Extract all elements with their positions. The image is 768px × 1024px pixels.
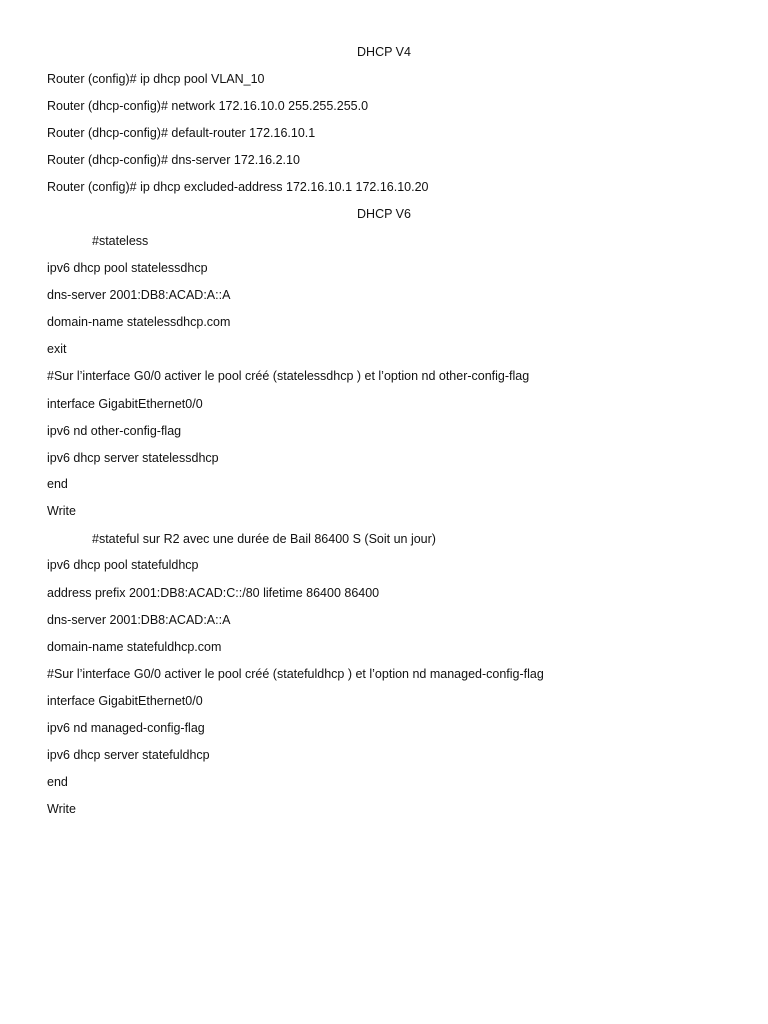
heading-dhcp-v6: DHCP V6 bbox=[357, 207, 411, 221]
text-line: ipv6 dhcp pool statefuldhcp bbox=[47, 558, 199, 572]
text-line: Write bbox=[47, 802, 76, 816]
text-line: ipv6 dhcp server statelessdhcp bbox=[47, 451, 219, 465]
text-line: address prefix 2001:DB8:ACAD:C::/80 lifetime 86400 86400 bbox=[47, 586, 380, 600]
text-line: interface GigabitEthernet0/0 bbox=[47, 397, 203, 411]
text-line: domain-name statefuldhcp.com bbox=[47, 640, 222, 654]
comment-line: #Sur l’interface G0/0 activer le pool créé (statefuldhcp ) et l’option nd managed-config-flag bbox=[47, 667, 544, 681]
comment-stateful: #stateful sur R2 avec une durée de Bail 86400 S (Soit un jour) bbox=[92, 532, 436, 546]
text-line: Router (dhcp-config)# dns-server 172.16.2.10 bbox=[47, 153, 300, 167]
text-line: ipv6 dhcp pool statelessdhcp bbox=[47, 261, 208, 275]
text-line: ipv6 nd other-config-flag bbox=[47, 424, 182, 438]
comment-line: #Sur l’interface G0/0 activer le pool créé (statelessdhcp ) et l’option nd other-config-flag bbox=[47, 369, 530, 383]
text-line: domain-name statelessdhcp.com bbox=[47, 315, 231, 329]
text-line: interface GigabitEthernet0/0 bbox=[47, 694, 203, 708]
text-line: Router (dhcp-config)# default-router 172.16.10.1 bbox=[47, 126, 316, 140]
heading-dhcp-v4: DHCP V4 bbox=[357, 45, 411, 59]
text-line: end bbox=[47, 775, 68, 789]
comment-stateless: #stateless bbox=[92, 234, 149, 248]
text-line: ipv6 nd managed-config-flag bbox=[47, 721, 205, 735]
text-line: Router (config)# ip dhcp pool VLAN_10 bbox=[47, 72, 265, 86]
text-line: end bbox=[47, 477, 68, 491]
text-line: exit bbox=[47, 342, 67, 356]
text-line: dns-server 2001:DB8:ACAD:A::A bbox=[47, 613, 231, 627]
text-line: dns-server 2001:DB8:ACAD:A::A bbox=[47, 288, 231, 302]
text-line: Write bbox=[47, 504, 76, 518]
text-line: Router (config)# ip dhcp excluded-address 172.16.10.1 172.16.10.20 bbox=[47, 180, 429, 194]
text-line: ipv6 dhcp server statefuldhcp bbox=[47, 748, 210, 762]
text-line: Router (dhcp-config)# network 172.16.10.0 255.255.255.0 bbox=[47, 99, 369, 113]
